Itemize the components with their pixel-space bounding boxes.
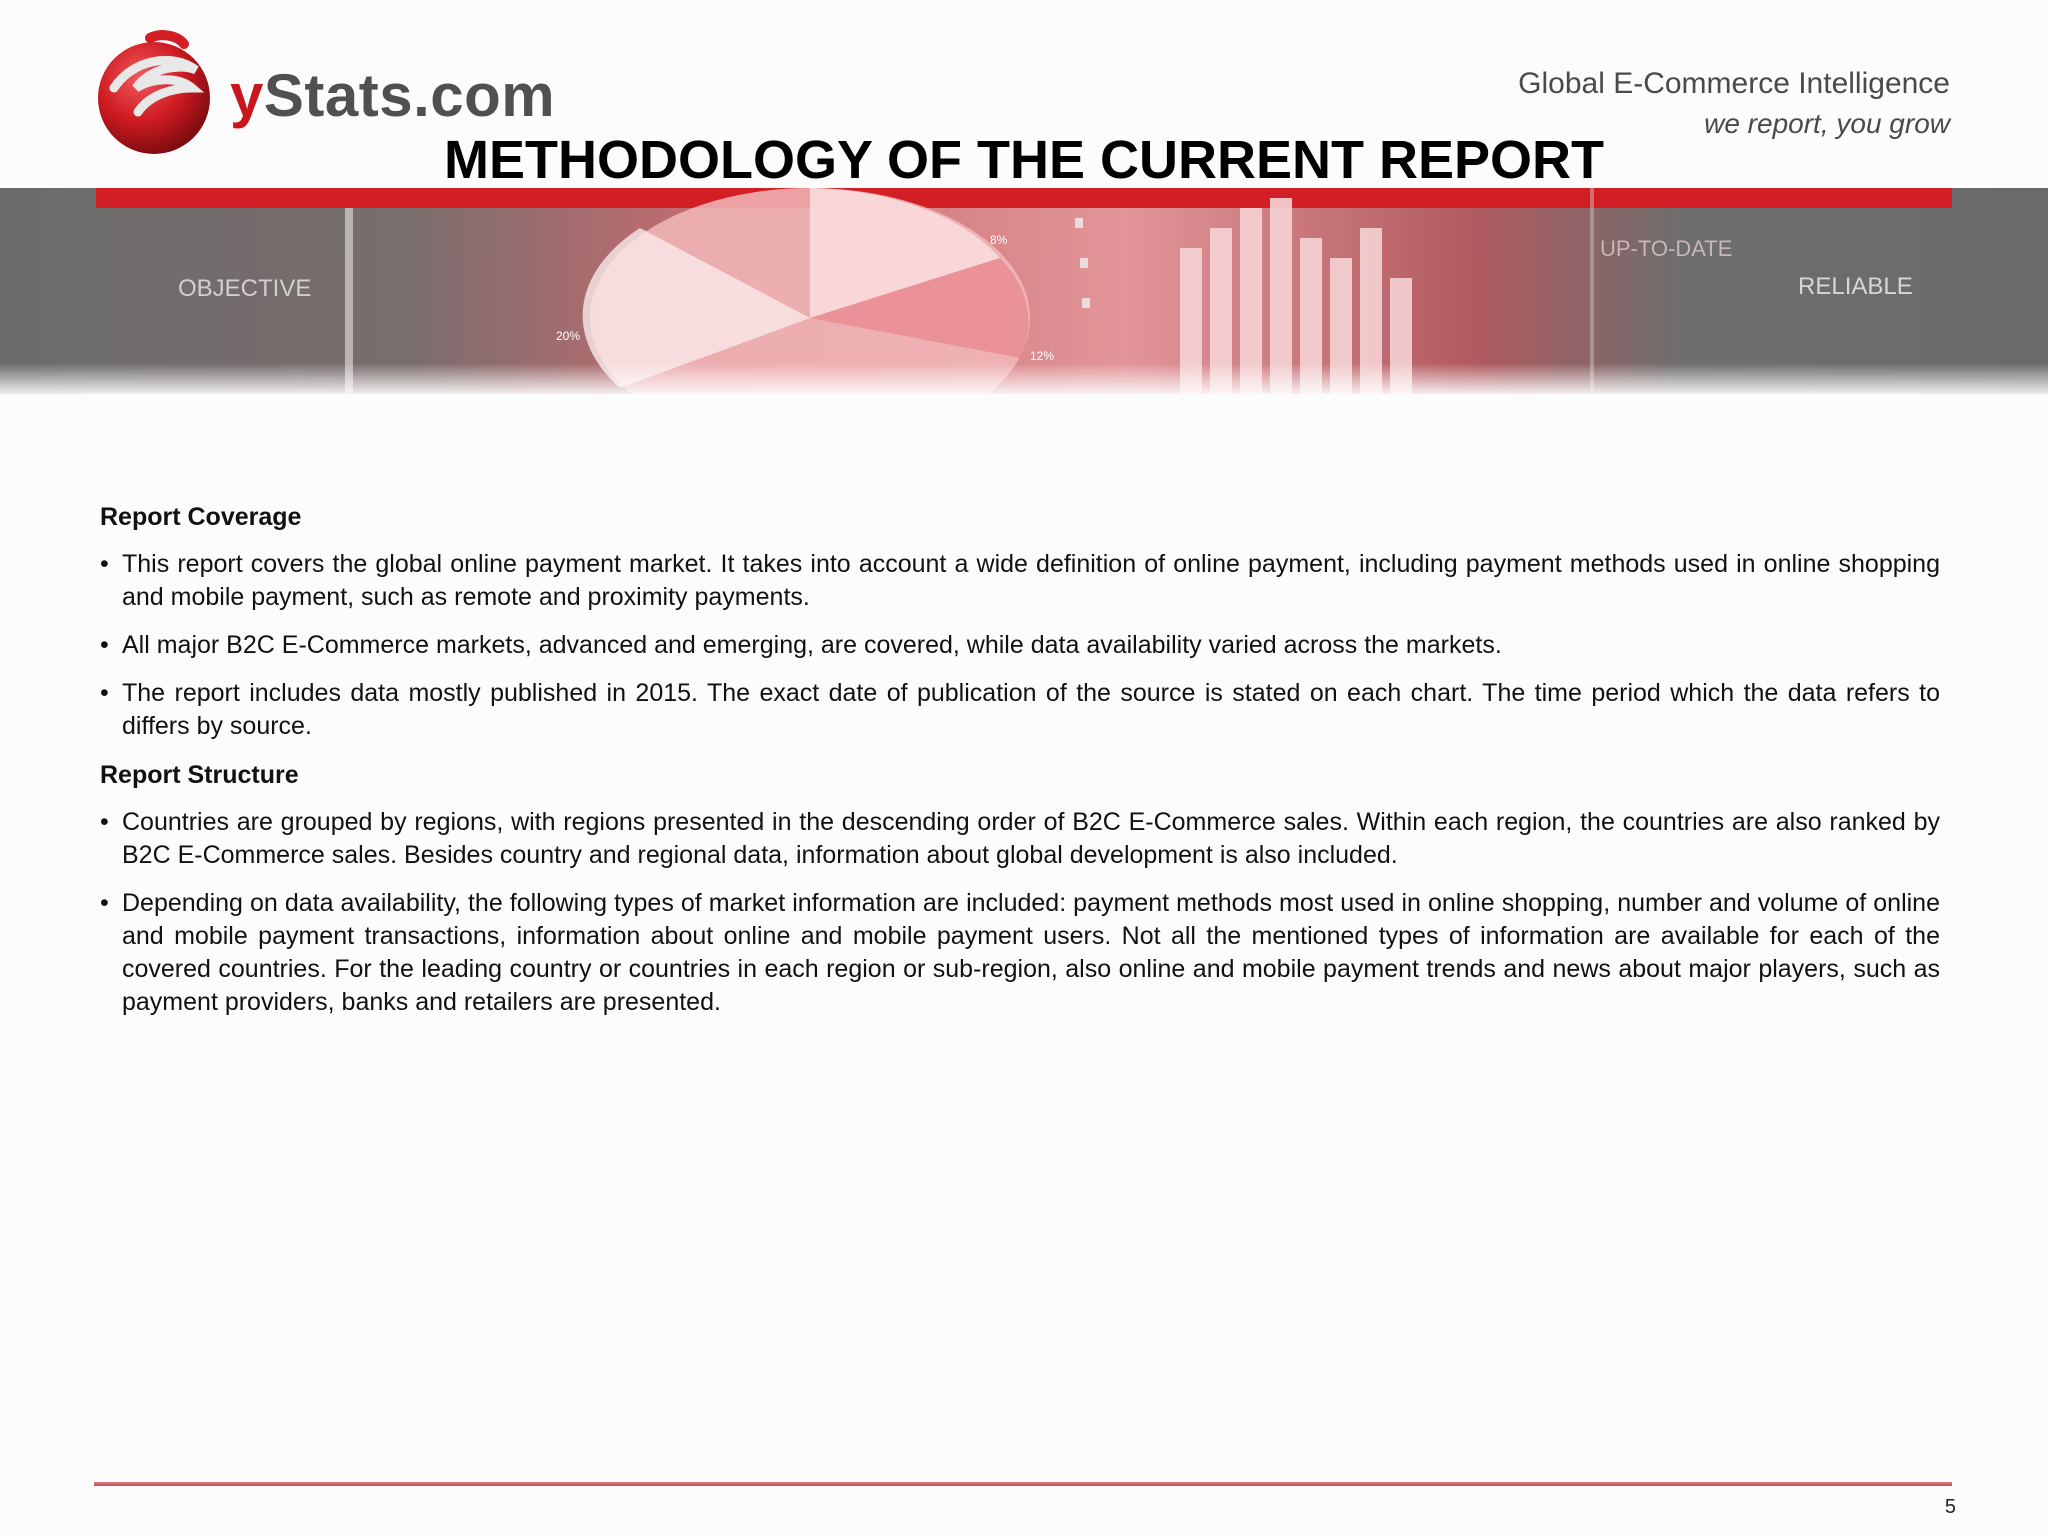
banner-label-b: 12%	[1030, 349, 1055, 363]
section-report-coverage	[100, 500, 1940, 743]
bullet-list	[100, 548, 1940, 743]
section-heading: Report Structure	[100, 761, 299, 789]
banner-word-reliable: RELIABLE	[1798, 273, 1913, 300]
footer-divider	[94, 1482, 1952, 1486]
banner-word-up-to-date: UP-TO-DATE	[1600, 236, 1733, 261]
banner-label-a: 8%	[990, 233, 1008, 247]
page-title: METHODOLOGY OF THE CURRENT REPORT	[443, 130, 1605, 190]
logo-wordmark-y: y	[230, 62, 264, 129]
section-heading: Report Coverage	[100, 503, 302, 531]
logo-wordmark-rest: Stats.com	[263, 62, 556, 129]
bullet-item: • Countries are grouped by regions, with regions presented in the descending order of B2C E-Commerce sales. Within each region, the countries are also ranked by B2C E-Commerce sales. Besides country and regional data, information about global development is also included.	[100, 806, 1940, 872]
tagline-line1: Global E-Commerce Intelligence	[1518, 67, 1950, 100]
banner-label-left: 20%	[556, 329, 581, 343]
bullet-list	[100, 806, 1940, 1019]
banner-graphic	[0, 188, 2048, 394]
header-banner-image	[0, 188, 2048, 394]
banner-word-objective: OBJECTIVE	[178, 275, 312, 302]
bullet-item: • The report includes data mostly published in 2015. The exact date of publication of the source is stated on each chart. The time period which the data refers to differs by source.	[100, 677, 1940, 743]
bullet-item: • This report covers the global online payment market. It takes into account a wide definition of online payment, including payment methods used in online shopping and mobile payment, such as remote and proximity payments.	[100, 548, 1940, 614]
page-number: 5	[1944, 1496, 1956, 1518]
logo-wordmark	[230, 62, 556, 129]
bullet-item: • All major B2C E-Commerce markets, advanced and emerging, are covered, while data availability varied across the markets.	[100, 629, 1940, 662]
tagline-line2: we report, you grow	[1704, 108, 1950, 139]
section-report-structure	[100, 758, 1940, 1019]
content-body	[100, 500, 1940, 1034]
bullet-item: • Depending on data availability, the following types of market information are included: payment methods most used in online shopping, number and volume of online and mobile payment transactions, information about online and mobile payment users. Not all the mentioned types of information are available for each of the covered countries. For the leading country or countries in each region or sub-region, also online and mobile payment trends and news about major players, such as payment providers, banks and retailers are presented.	[100, 887, 1940, 1019]
